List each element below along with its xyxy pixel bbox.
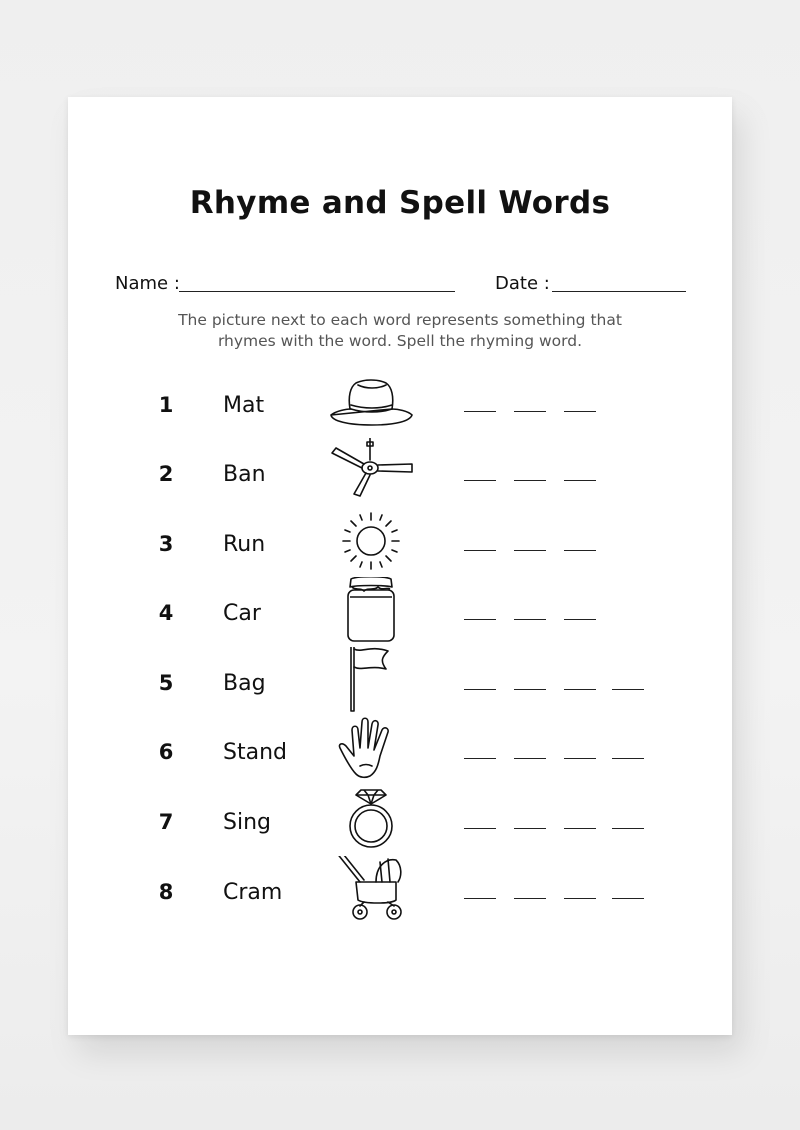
- blank[interactable]: [464, 619, 496, 620]
- row-number: 5: [158, 671, 174, 695]
- blank[interactable]: [514, 689, 546, 690]
- blank[interactable]: [464, 758, 496, 759]
- blank[interactable]: [464, 828, 496, 829]
- blank[interactable]: [464, 898, 496, 899]
- row-number: 8: [158, 880, 174, 904]
- date-label: Date :: [495, 273, 550, 294]
- exercise-row: [68, 583, 732, 643]
- blank[interactable]: [612, 898, 644, 899]
- blank[interactable]: [612, 758, 644, 759]
- row-word: Ban: [223, 462, 266, 487]
- blank[interactable]: [564, 758, 596, 759]
- exercise-row: [68, 792, 732, 852]
- blank[interactable]: [514, 619, 546, 620]
- worksheet-page: [68, 97, 732, 1035]
- exercise-row: [68, 653, 732, 713]
- blank[interactable]: [612, 828, 644, 829]
- pram-icon: [326, 856, 416, 922]
- instructions: The picture next to each word represents something that rhymes with the word. Spell the rhyming word.: [178, 311, 622, 350]
- name-field[interactable]: [179, 291, 455, 292]
- blank[interactable]: [514, 828, 546, 829]
- hand-icon: [326, 716, 416, 782]
- exercise-row: [68, 514, 732, 574]
- row-number: 2: [158, 462, 174, 486]
- row-word: Mat: [223, 393, 265, 418]
- blank[interactable]: [464, 411, 496, 412]
- blank[interactable]: [464, 480, 496, 481]
- name-label: Name :: [115, 273, 180, 294]
- row-word: Cram: [223, 880, 283, 905]
- blank[interactable]: [564, 411, 596, 412]
- exercise-row: [68, 862, 732, 922]
- blank[interactable]: [564, 480, 596, 481]
- page-title: Rhyme and Spell Words: [189, 185, 611, 221]
- blank[interactable]: [564, 689, 596, 690]
- blank[interactable]: [464, 689, 496, 690]
- blank[interactable]: [514, 758, 546, 759]
- sun-icon: [326, 508, 416, 574]
- flag-icon: [326, 647, 416, 713]
- row-number: 3: [158, 532, 174, 556]
- row-word: Stand: [223, 740, 287, 765]
- row-number: 1: [158, 393, 174, 417]
- blank[interactable]: [514, 411, 546, 412]
- blank[interactable]: [612, 689, 644, 690]
- hat-icon: [326, 369, 416, 435]
- row-word: Bag: [223, 671, 266, 696]
- blank[interactable]: [514, 898, 546, 899]
- ceiling-fan-icon: [326, 438, 416, 504]
- jar-icon: [326, 577, 416, 643]
- ring-icon: [326, 786, 416, 852]
- blank[interactable]: [564, 619, 596, 620]
- exercise-row: [68, 444, 732, 504]
- row-number: 7: [158, 810, 174, 834]
- blank[interactable]: [564, 550, 596, 551]
- blank[interactable]: [564, 828, 596, 829]
- row-number: 4: [158, 601, 174, 625]
- blank[interactable]: [514, 550, 546, 551]
- exercise-row: [68, 375, 732, 435]
- blank[interactable]: [464, 550, 496, 551]
- row-number: 6: [158, 740, 174, 764]
- exercise-row: [68, 722, 732, 782]
- blank[interactable]: [564, 898, 596, 899]
- date-field[interactable]: [552, 291, 686, 292]
- row-word: Sing: [223, 810, 271, 835]
- row-word: Car: [223, 601, 261, 626]
- blank[interactable]: [514, 480, 546, 481]
- row-word: Run: [223, 532, 266, 557]
